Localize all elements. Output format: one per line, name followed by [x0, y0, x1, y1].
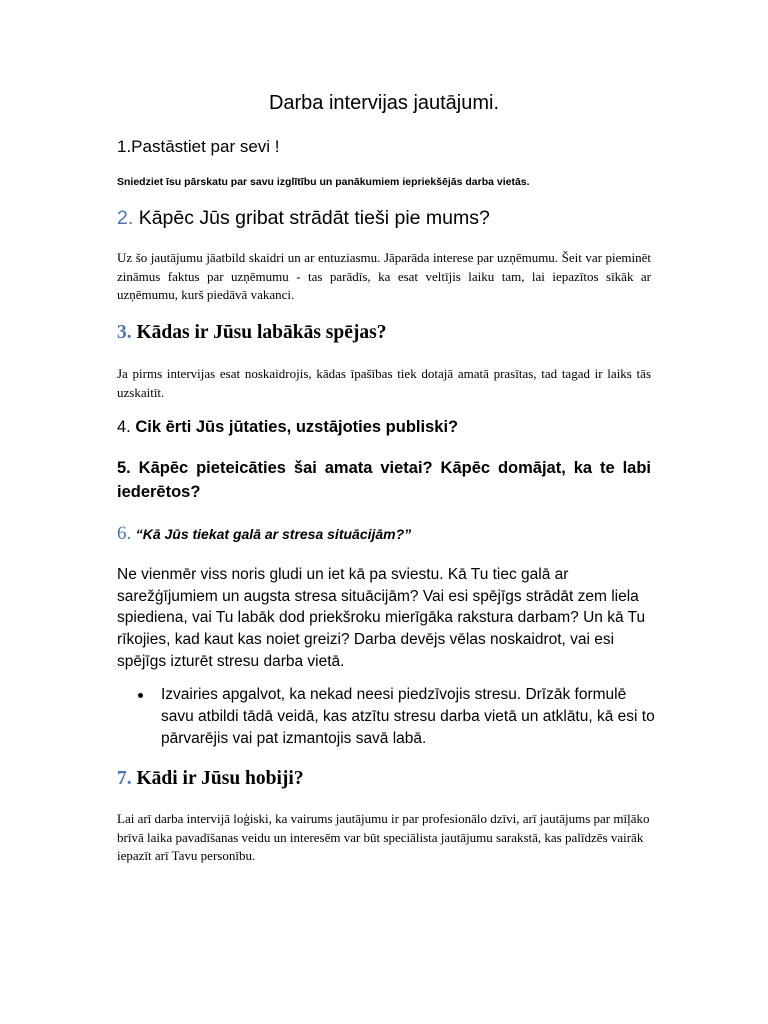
document-title: Darba intervijas jautājumi.	[268, 92, 500, 114]
question-6-number: 6.	[117, 523, 132, 544]
question-3-heading	[117, 320, 651, 346]
question-3-text: Ja pirms intervijas esat noskaidrojis, kādas īpašības tiek dotajā amatā prasītas, tad tagad ir laiks tās uzskaitīt.	[117, 366, 651, 400]
question-6-title: “Kā Jūs tiekat galā ar stresa situācijām?”	[135, 526, 412, 542]
question-7-number: 7.	[117, 768, 132, 789]
question-6-bullet-list	[135, 684, 655, 750]
question-1-text: Sniedziet īsu pārskatu par savu izglītību un panākumiem iepriekšējās darba vietās.	[117, 176, 530, 188]
question-7-title: Kādi ir Jūsu hobiji?	[136, 768, 304, 789]
bullet-icon	[138, 693, 143, 698]
question-2-title: Kāpēc Jūs gribat strādāt tieši pie mums?	[138, 207, 490, 229]
list-item	[135, 684, 655, 750]
question-2-number: 2.	[117, 207, 134, 229]
question-4-number: 4.	[117, 418, 131, 436]
question-3-number: 3.	[117, 322, 132, 343]
question-2-heading	[117, 205, 651, 231]
question-5-heading: 5. Kāpēc pieteicāties šai amata vietai? Kāpēc domājat, ka te labi iederētos?	[117, 459, 651, 501]
question-6-bullet-text: Izvairies apgalvot, ka nekad neesi piedzīvojis stresu. Drīzāk formulē savu atbildi tādā veidā, kas atzītu stresu darba vietā un atklātu, kā esi to pārvarējis vai pat izmantojis savā labā.	[161, 686, 655, 747]
question-7-heading	[117, 766, 651, 792]
question-2-text: Uz šo jautājumu jāatbild skaidri un ar entuziasmu. Jāparāda interese par uzņēmumu. Šeit var pieminēt zināmus faktus par uzņēmumu - tas parādīs, ka esat veltījis laiku tam, lai iepazītos sīkāk ar uzņēmumu, kurš piedāvā vakanci.	[117, 250, 651, 302]
question-3-title: Kādas ir Jūsu labākās spējas?	[136, 322, 387, 343]
question-7-text: Lai arī darba intervijā loģiski, ka vairums jautājumu ir par profesionālo dzīvi, arī jautājums par mīļāko brīvā laika pavadīšanas veidu un interesēm var būt speciālista jautājumu sarakstā, kas palīdzēs vairāk iepazīt arī Tavu personību.	[117, 811, 650, 863]
question-4-title: Cik ērti Jūs jūtaties, uzstājoties publiski?	[135, 418, 459, 436]
question-6-heading	[117, 522, 651, 546]
question-6-text: Ne vienmēr viss noris gludi un iet kā pa sviestu. Kā Tu tiec galā ar sarežģījumiem un augsta stresa situācijām? Vai esi spējīgs strādāt zem liela spiediena, vai Tu labāk dod priekšroku mierīgāka rakstura darbam? Un kā Tu rīkojies, kad kaut kas noiet greizi? Darba devējs vēlas noskaidrot, vai esi spējīgs izturēt stresu darba vietā.	[117, 566, 646, 670]
question-4-heading	[117, 415, 651, 439]
question-1-heading: 1.Pastāstiet par sevi !	[117, 137, 280, 156]
